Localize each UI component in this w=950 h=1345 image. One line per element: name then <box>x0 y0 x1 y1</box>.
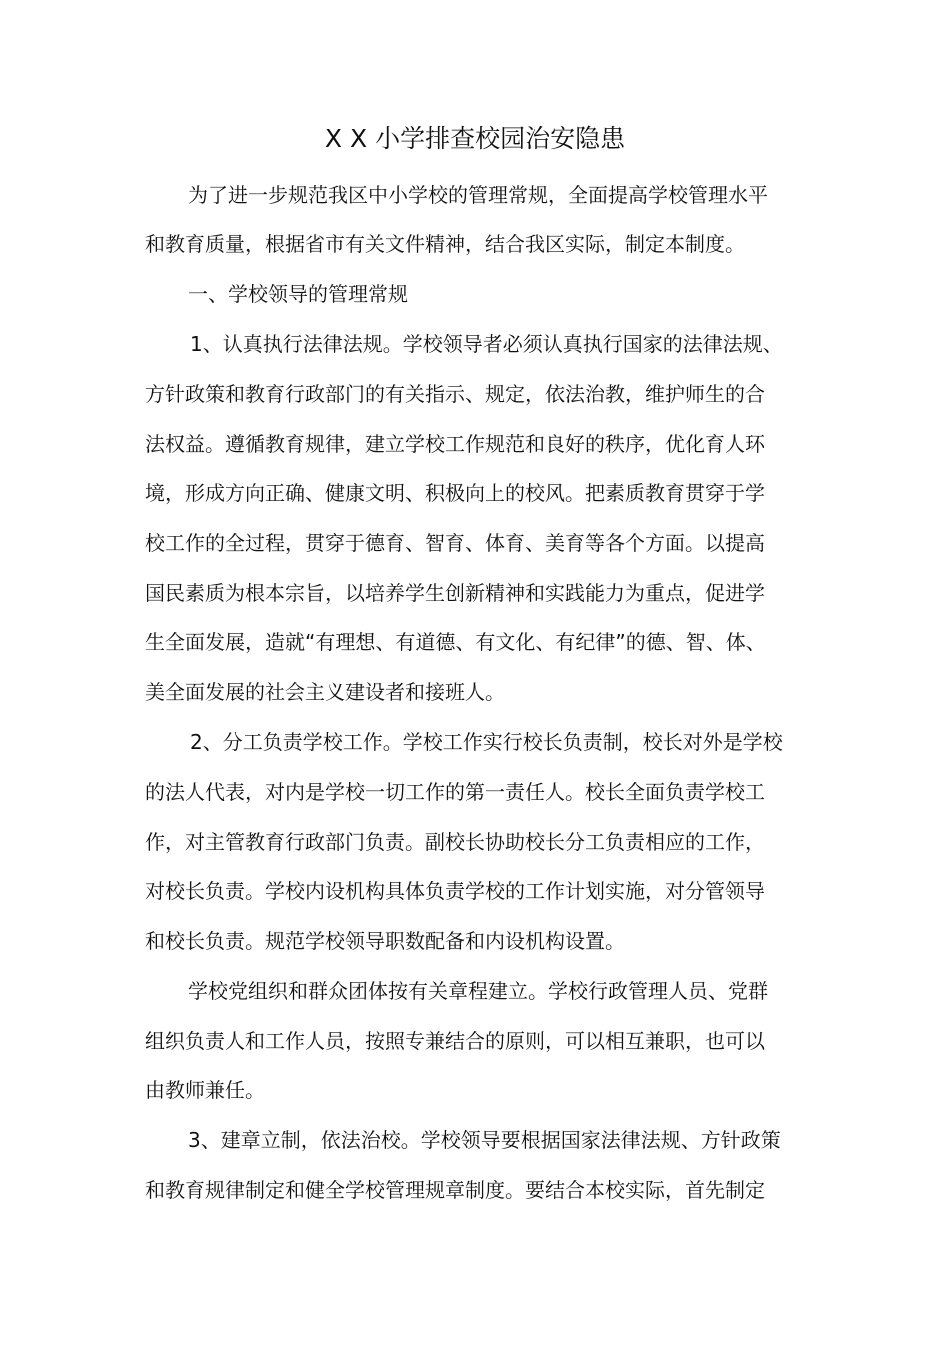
paragraph-line: 校工作的全过程，贯穿于德育、智育、体育、美育等各个方面。以提高 <box>145 531 765 555</box>
paragraph-line: 2、分工负责学校工作。学校工作实行校长负责制，校长对外是学校 <box>190 730 783 754</box>
paragraph-line: 方针政策和教育行政部门的有关指示、规定，依法治教，维护师生的合 <box>145 382 765 406</box>
paragraph-line: 国民素质为根本宗旨，以培养学生创新精神和实践能力为重点，促进学 <box>145 581 765 605</box>
paragraph-line: 3、建章立制，依法治校。学校领导要根据国家法律法规、方针政策 <box>188 1128 781 1152</box>
paragraph-line: 对校长负责。学校内设机构具体负责学校的工作计划实施，对分管领导 <box>145 879 765 903</box>
paragraph-line: 境，形成方向正确、健康文明、积极向上的校风。把素质教育贯穿于学 <box>145 481 765 505</box>
paragraph-line: 和教育规律制定和健全学校管理规章制度。要结合本校实际，首先制定 <box>145 1178 765 1202</box>
paragraph-line: 和教育质量，根据省市有关文件精神，结合我区实际，制定本制度。 <box>145 232 745 256</box>
paragraph-line: 和校长负责。规范学校领导职数配备和内设机构设置。 <box>145 929 625 953</box>
section-heading: 一、学校领导的管理常规 <box>188 282 408 306</box>
paragraph-line: 由教师兼任。 <box>145 1078 265 1102</box>
paragraph-line: 1、认真执行法律法规。学校领导者必须认真执行国家的法律法规、 <box>190 332 783 356</box>
paragraph-line: 学校党组织和群众团体按有关章程建立。学校行政管理人员、党群 <box>188 979 768 1003</box>
paragraph-line: 美全面发展的社会主义建设者和接班人。 <box>145 680 505 704</box>
paragraph-line: 为了进一步规范我区中小学校的管理常规，全面提高学校管理水平 <box>188 183 768 207</box>
paragraph-line: 作，对主管教育行政部门负责。副校长协助校长分工负责相应的工作， <box>145 830 765 854</box>
paragraph-line: 生全面发展，造就“有理想、有道德、有文化、有纪律”的德、智、体、 <box>145 630 766 654</box>
paragraph-line: 组织负责人和工作人员，按照专兼结合的原则，可以相互兼职，也可以 <box>145 1029 765 1053</box>
paragraph-line: 法权益。遵循教育规律，建立学校工作规范和良好的秩序，优化育人环 <box>145 432 765 456</box>
paragraph-line: 的法人代表，对内是学校一切工作的第一责任人。校长全面负责学校工 <box>145 780 765 804</box>
document-title: X X 小学排查校园治安隐患 <box>324 124 626 153</box>
